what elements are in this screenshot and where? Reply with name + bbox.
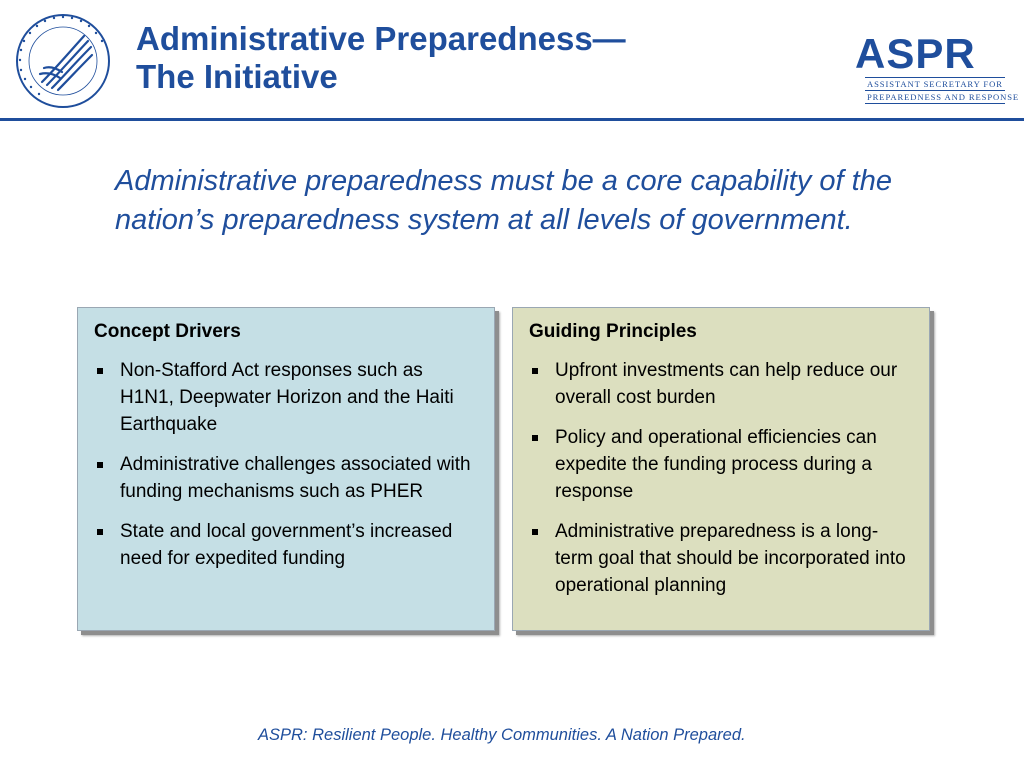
concept-drivers-heading: Concept Drivers (94, 321, 241, 342)
page-title-line-2: The Initiative (136, 58, 338, 95)
list-item (529, 357, 913, 411)
concept-drivers-panel (77, 307, 495, 631)
list-item-text: Policy and operational efficiencies can expedite the funding process during a response (555, 427, 877, 502)
square-bullet-icon (532, 435, 538, 441)
guiding-principles-heading: Guiding Principles (529, 321, 697, 342)
list-item (529, 518, 913, 599)
list-item-text: Non-Stafford Act responses such as H1N1, Deepwater Horizon and the Haiti Earthquake (120, 360, 454, 435)
hhs-logo (14, 12, 112, 110)
list-item-text: Upfront investments can help reduce our overall cost burden (555, 360, 898, 408)
list-item-text: Administrative challenges associated with funding mechanisms such as PHER (120, 454, 471, 502)
page-title-line-1: Administrative Preparedness— (136, 20, 626, 57)
guiding-principles-panel (512, 307, 930, 631)
header-divider (0, 118, 1024, 121)
list-item (94, 518, 478, 572)
square-bullet-icon (97, 529, 103, 535)
aspr-logo-subtitle-line-2: PREPAREDNESS AND RESPONSE (867, 92, 1020, 102)
square-bullet-icon (532, 368, 538, 374)
list-item-text: State and local government’s increased need for expedited funding (120, 521, 453, 569)
footer-tagline: ASPR: Resilient People. Healthy Communities. A Nation Prepared. (258, 726, 746, 744)
concept-drivers-list (94, 357, 478, 572)
square-bullet-icon (97, 462, 103, 468)
aspr-logo-subtitle-line-1: ASSISTANT SECRETARY FOR (865, 78, 1005, 91)
square-bullet-icon (97, 368, 103, 374)
hhs-eagle-seal-icon (14, 12, 112, 110)
list-item-text: Administrative preparedness is a long-term goal that should be incorporated into operational planning (555, 521, 906, 596)
guiding-principles-list (529, 357, 913, 599)
square-bullet-icon (532, 529, 538, 535)
page-title (136, 20, 626, 96)
aspr-logo-word: ASPR (855, 30, 976, 77)
aspr-logo (855, 30, 1020, 102)
list-item (94, 357, 478, 438)
lead-statement: Administrative preparedness must be a core capability of the nation’s preparedness system at all levels of government. (115, 165, 892, 236)
aspr-logo-subtitle (865, 77, 1020, 104)
list-item (529, 424, 913, 505)
list-item (94, 451, 478, 505)
